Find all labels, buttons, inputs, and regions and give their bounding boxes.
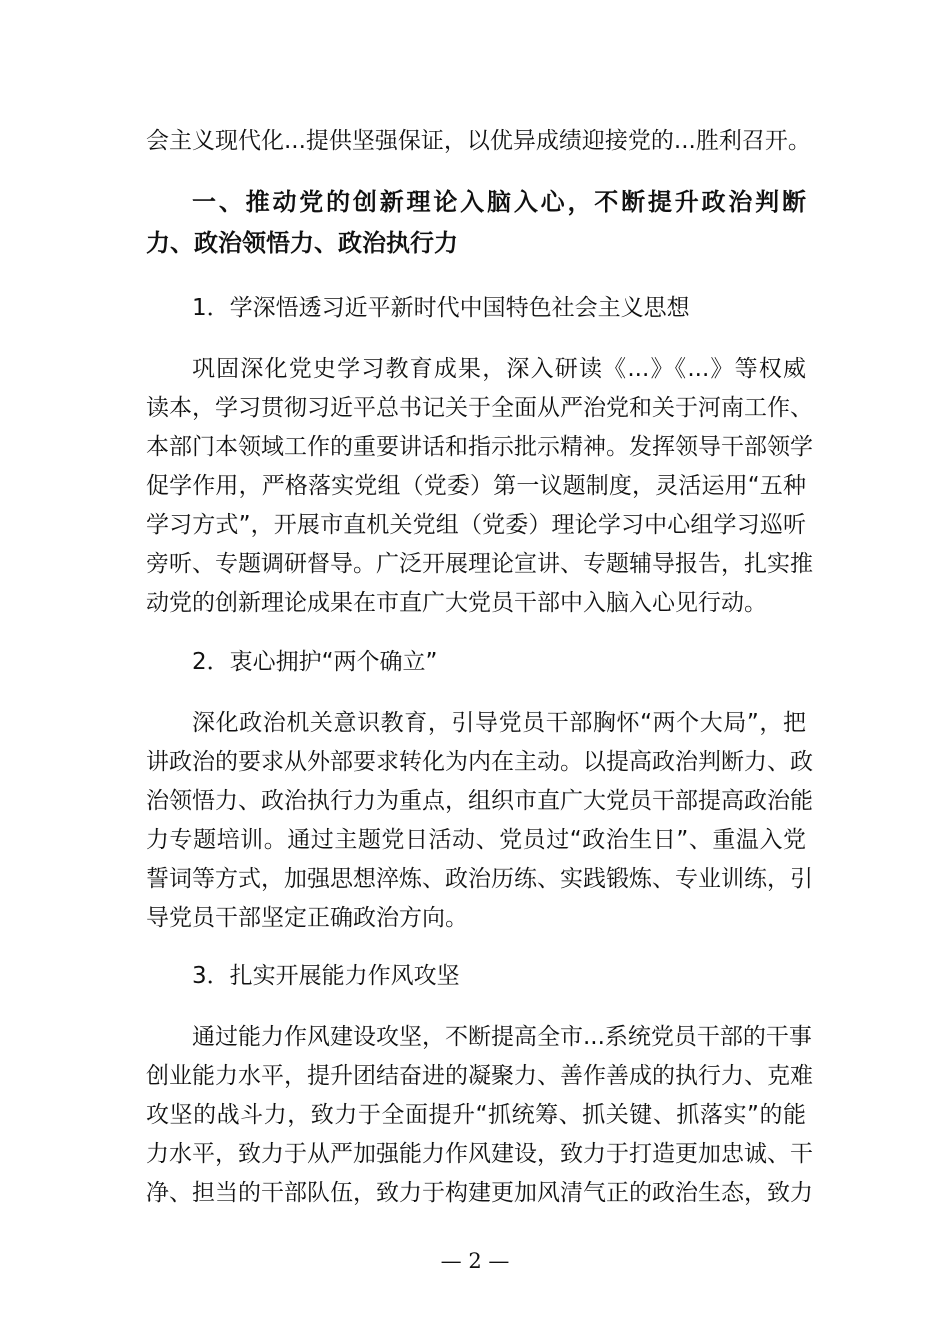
paragraph-2-line: 讲政治的要求从外部要求转化为内在主动。以提高政治判断力、政 [146,749,813,775]
paragraph-2-line: 深化政治机关意识教育，引导党员干部胸怀“两个大局”，把 [192,710,806,736]
paragraph-3-line: 通过能力作风建设攻坚，不断提高全市...系统党员干部的干事 [192,1024,812,1050]
paragraph-1-line: 读本，学习贯彻习近平总书记关于全面从严治党和关于河南工作、 [146,395,813,421]
paragraph-2-line: 力专题培训。通过主题党日活动、党员过“政治生日”、重温入党 [146,827,806,853]
paragraph-2-line: 治领悟力、政治执行力为重点，组织市直广大党员干部提高政治能 [146,788,813,814]
paragraph-1-line: 本部门本领域工作的重要讲话和指示批示精神。发挥领导干部领学 [146,434,813,460]
paragraph-1-line: 巩固深化党史学习教育成果，深入研读《...》《...》等权威 [192,356,806,382]
paragraph-1-line: 旁听、专题调研督导。广泛开展理论宣讲、专题辅导报告，扎实推 [146,551,813,577]
paragraph-3-line: 创业能力水平，提升团结奋进的凝聚力、善作善成的执行力、克难 [146,1063,813,1089]
paragraph-1-line: 学习方式”，开展市直机关党组（党委）理论学习中心组学习巡听 [146,512,806,538]
paragraph-3-line: 力水平，致力于从严加强能力作风建设，致力于打造更加忠诚、干 [146,1141,813,1167]
paragraph-3-line: 攻坚的战斗力，致力于全面提升“抓统筹、抓关键、抓落实”的能 [146,1102,806,1128]
paragraph-2-line: 导党员干部坚定正确政治方向。 [146,905,468,931]
section-heading-line-1: 一、推动党的创新理论入脑入心，不断提升政治判断 [192,188,806,216]
paragraph-3-line: 净、担当的干部队伍，致力于构建更加风清气正的政治生态，致力 [146,1180,813,1206]
opening-line: 会主义现代化...提供坚强保证，以优异成绩迎接党的...胜利召开。 [146,128,811,154]
section-heading-line-2: 力、政治领悟力、政治执行力 [146,229,458,257]
subsection-title-1: 1．学深悟透习近平新时代中国特色社会主义思想 [192,295,690,321]
subsection-title-2: 2．衷心拥护“两个确立” [192,649,438,675]
subsection-title-3: 3．扎实开展能力作风攻坚 [192,963,460,989]
paragraph-2-line: 誓词等方式，加强思想淬炼、政治历练、实践锻炼、专业训练，引 [146,866,813,892]
paragraph-1-line: 促学作用，严格落实党组（党委）第一议题制度，灵活运用“五种 [146,473,806,499]
page-number: — 2 — [440,1249,510,1273]
paragraph-1-line: 动党的创新理论成果在市直广大党员干部中入脑入心见行动。 [146,590,767,616]
